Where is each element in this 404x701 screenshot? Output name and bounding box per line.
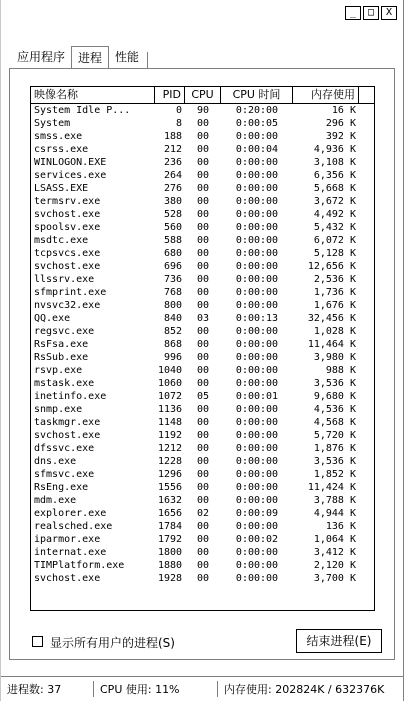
status-cpu-usage: CPU 使用: 11% bbox=[93, 681, 217, 697]
cell-cpu: 00 bbox=[196, 261, 210, 272]
table-row[interactable] bbox=[31, 156, 374, 169]
cell-pid: 1656 bbox=[158, 508, 183, 519]
cell-cpu: 00 bbox=[196, 274, 210, 285]
cell-cpu: 00 bbox=[196, 456, 210, 467]
table-row[interactable] bbox=[31, 390, 374, 403]
cell-image-name: QQ.exe bbox=[34, 313, 71, 324]
cell-cpu-time: 0:00:00 bbox=[235, 261, 279, 272]
cell-memory: 3,536 K bbox=[313, 456, 356, 467]
cell-image-name: taskmgr.exe bbox=[34, 417, 101, 428]
table-row[interactable] bbox=[31, 286, 374, 299]
cell-cpu: 00 bbox=[196, 560, 210, 571]
cell-cpu: 00 bbox=[196, 157, 210, 168]
cell-cpu: 00 bbox=[196, 235, 210, 246]
cell-cpu: 00 bbox=[196, 482, 210, 493]
cell-image-name: smss.exe bbox=[34, 131, 83, 142]
cell-memory: 2,120 K bbox=[313, 560, 356, 571]
cell-cpu: 00 bbox=[196, 170, 210, 181]
table-row[interactable] bbox=[31, 481, 374, 494]
table-row[interactable] bbox=[31, 416, 374, 429]
cell-cpu: 02 bbox=[196, 508, 210, 519]
column-header-image-name[interactable]: 映像名称 bbox=[31, 87, 155, 103]
cell-image-name: rsvp.exe bbox=[34, 365, 83, 376]
cell-cpu-time: 0:00:00 bbox=[235, 222, 279, 233]
cell-image-name: spoolsv.exe bbox=[34, 222, 101, 233]
table-row[interactable] bbox=[31, 494, 374, 507]
cell-pid: 528 bbox=[163, 209, 182, 220]
table-row[interactable] bbox=[31, 572, 374, 585]
table-row[interactable] bbox=[31, 143, 374, 156]
cell-pid: 1632 bbox=[158, 495, 183, 506]
cell-memory: 1,852 K bbox=[313, 469, 356, 480]
cell-image-name: TIMPlatform.exe bbox=[34, 560, 125, 571]
table-row[interactable] bbox=[31, 533, 374, 546]
cell-cpu: 00 bbox=[196, 118, 210, 129]
process-list[interactable] bbox=[30, 86, 375, 611]
cell-image-name: sfmprint.exe bbox=[34, 287, 107, 298]
table-row[interactable] bbox=[31, 117, 374, 130]
cell-memory: 4,492 K bbox=[313, 209, 356, 220]
cell-pid: 0 bbox=[175, 105, 182, 116]
cell-image-name: snmp.exe bbox=[34, 404, 83, 415]
table-row[interactable] bbox=[31, 338, 374, 351]
tab-performance[interactable]: 性能 bbox=[115, 50, 140, 64]
table-row[interactable] bbox=[31, 429, 374, 442]
table-row[interactable] bbox=[31, 208, 374, 221]
cell-cpu: 00 bbox=[196, 222, 210, 233]
cell-pid: 852 bbox=[163, 326, 182, 337]
cell-image-name: termsrv.exe bbox=[34, 196, 101, 207]
column-header-cpu[interactable]: CPU bbox=[185, 87, 221, 103]
cell-memory: 1,028 K bbox=[313, 326, 356, 337]
table-row[interactable] bbox=[31, 403, 374, 416]
cell-cpu-time: 0:00:00 bbox=[235, 196, 279, 207]
cell-cpu: 00 bbox=[196, 300, 210, 311]
cell-pid: 800 bbox=[163, 300, 182, 311]
cell-pid: 380 bbox=[163, 196, 182, 207]
cell-pid: 1800 bbox=[158, 547, 183, 558]
cell-image-name: explorer.exe bbox=[34, 508, 107, 519]
cell-memory: 16 K bbox=[331, 105, 356, 116]
cell-cpu-time: 0:00:00 bbox=[235, 157, 279, 168]
cell-memory: 4,536 K bbox=[313, 404, 356, 415]
cell-image-name: iparmor.exe bbox=[34, 534, 101, 545]
cell-memory: 5,668 K bbox=[313, 183, 356, 194]
cell-pid: 588 bbox=[163, 235, 182, 246]
show-all-users-label: 显示所有用户的进程(S) bbox=[50, 636, 175, 650]
cell-cpu-time: 0:20:00 bbox=[235, 105, 279, 116]
cell-image-name: svchost.exe bbox=[34, 261, 101, 272]
cell-cpu-time: 0:00:01 bbox=[235, 391, 279, 402]
tab-applications[interactable]: 应用程序 bbox=[17, 50, 66, 64]
cell-pid: 1148 bbox=[158, 417, 183, 428]
table-row[interactable] bbox=[31, 130, 374, 143]
cell-cpu: 00 bbox=[196, 378, 210, 389]
column-header-memory[interactable]: 内存使用 bbox=[293, 87, 359, 103]
cell-memory: 1,064 K bbox=[313, 534, 356, 545]
cell-memory: 3,536 K bbox=[313, 378, 356, 389]
cell-cpu: 90 bbox=[196, 105, 210, 116]
cell-cpu: 00 bbox=[196, 365, 210, 376]
table-row[interactable] bbox=[31, 273, 374, 286]
cell-pid: 840 bbox=[163, 313, 182, 324]
cell-memory: 2,536 K bbox=[313, 274, 356, 285]
cell-image-name: mdm.exe bbox=[34, 495, 77, 506]
table-row[interactable] bbox=[31, 468, 374, 481]
cell-pid: 1228 bbox=[158, 456, 183, 467]
cell-image-name: svchost.exe bbox=[34, 209, 101, 220]
table-row[interactable] bbox=[31, 520, 374, 533]
cell-cpu: 00 bbox=[196, 443, 210, 454]
cell-memory: 11,464 K bbox=[307, 339, 356, 350]
cell-cpu-time: 0:00:00 bbox=[235, 170, 279, 181]
status-memory-usage: 内存使用: 202824K / 632376K bbox=[217, 681, 390, 697]
cell-cpu: 00 bbox=[196, 352, 210, 363]
cell-image-name: WINLOGON.EXE bbox=[34, 157, 107, 168]
cell-cpu: 00 bbox=[196, 326, 210, 337]
cell-image-name: System bbox=[34, 118, 71, 129]
cell-memory: 12,656 K bbox=[307, 261, 356, 272]
cell-memory: 6,072 K bbox=[313, 235, 356, 246]
cell-cpu: 00 bbox=[196, 183, 210, 194]
cell-cpu-time: 0:00:00 bbox=[235, 183, 279, 194]
cell-cpu-time: 0:00:00 bbox=[235, 430, 279, 441]
cell-memory: 3,672 K bbox=[313, 196, 356, 207]
table-row[interactable] bbox=[31, 234, 374, 247]
tab-processes[interactable]: 进程 bbox=[71, 46, 109, 69]
cell-cpu: 00 bbox=[196, 573, 210, 584]
end-process-button[interactable]: 结束进程(E) bbox=[296, 629, 382, 653]
cell-cpu-time: 0:00:00 bbox=[235, 482, 279, 493]
table-row[interactable] bbox=[31, 260, 374, 273]
cell-cpu-time: 0:00:00 bbox=[235, 547, 279, 558]
tab-bar bbox=[11, 46, 150, 68]
cell-memory: 4,944 K bbox=[313, 508, 356, 519]
table-row[interactable] bbox=[31, 351, 374, 364]
cell-cpu: 00 bbox=[196, 209, 210, 220]
cell-image-name: msdtc.exe bbox=[34, 235, 89, 246]
cell-cpu: 00 bbox=[196, 287, 210, 298]
cell-pid: 1556 bbox=[158, 482, 183, 493]
cell-cpu-time: 0:00:09 bbox=[235, 508, 279, 519]
cell-cpu-time: 0:00:00 bbox=[235, 404, 279, 415]
cell-cpu: 00 bbox=[196, 404, 210, 415]
cell-image-name: LSASS.EXE bbox=[34, 183, 89, 194]
cell-cpu: 00 bbox=[196, 144, 210, 155]
cell-cpu: 05 bbox=[196, 391, 210, 402]
cell-cpu: 00 bbox=[196, 196, 210, 207]
cell-pid: 696 bbox=[163, 261, 182, 272]
cell-image-name: RsEng.exe bbox=[34, 482, 89, 493]
cell-memory: 1,876 K bbox=[313, 443, 356, 454]
table-row[interactable] bbox=[31, 104, 374, 117]
cell-image-name: regsvc.exe bbox=[34, 326, 95, 337]
cell-pid: 1192 bbox=[158, 430, 183, 441]
table-row[interactable] bbox=[31, 195, 374, 208]
cell-cpu-time: 0:00:00 bbox=[235, 495, 279, 506]
cell-cpu-time: 0:00:04 bbox=[235, 144, 279, 155]
table-row[interactable] bbox=[31, 507, 374, 520]
cell-image-name: csrss.exe bbox=[34, 144, 89, 155]
cell-pid: 1296 bbox=[158, 469, 183, 480]
cell-cpu-time: 0:00:13 bbox=[235, 313, 279, 324]
cell-pid: 680 bbox=[163, 248, 182, 259]
cell-cpu-time: 0:00:00 bbox=[235, 339, 279, 350]
cell-pid: 868 bbox=[163, 339, 182, 350]
cell-cpu-time: 0:00:00 bbox=[235, 456, 279, 467]
cell-cpu-time: 0:00:00 bbox=[235, 326, 279, 337]
cell-cpu-time: 0:00:00 bbox=[235, 274, 279, 285]
table-row[interactable] bbox=[31, 559, 374, 572]
cell-cpu-time: 0:00:00 bbox=[235, 417, 279, 428]
cell-cpu: 00 bbox=[196, 430, 210, 441]
cell-pid: 1792 bbox=[158, 534, 183, 545]
cell-memory: 5,720 K bbox=[313, 430, 356, 441]
list-header bbox=[31, 87, 374, 104]
table-row[interactable] bbox=[31, 325, 374, 338]
cell-image-name: internat.exe bbox=[34, 547, 107, 558]
cell-image-name: RsFsa.exe bbox=[34, 339, 89, 350]
cell-memory: 3,412 K bbox=[313, 547, 356, 558]
cell-memory: 3,788 K bbox=[313, 495, 356, 506]
cell-memory: 11,424 K bbox=[307, 482, 356, 493]
cell-pid: 1928 bbox=[158, 573, 183, 584]
cell-memory: 4,568 K bbox=[313, 417, 356, 428]
cell-image-name: services.exe bbox=[34, 170, 107, 181]
cell-memory: 9,680 K bbox=[313, 391, 356, 402]
cell-cpu-time: 0:00:00 bbox=[235, 560, 279, 571]
status-process-count: 进程数: 37 bbox=[7, 683, 62, 696]
maximize-icon[interactable]: □ bbox=[363, 6, 379, 20]
cell-cpu-time: 0:00:00 bbox=[235, 248, 279, 259]
cell-image-name: svchost.exe bbox=[34, 573, 101, 584]
cell-image-name: svchost.exe bbox=[34, 430, 101, 441]
column-header-pid[interactable]: PID bbox=[155, 87, 185, 103]
cell-image-name: RsSub.exe bbox=[34, 352, 89, 363]
cell-image-name: mstask.exe bbox=[34, 378, 95, 389]
cell-cpu: 00 bbox=[196, 417, 210, 428]
cell-memory: 1,676 K bbox=[313, 300, 356, 311]
status-bar bbox=[1, 676, 404, 701]
cell-memory: 296 K bbox=[325, 118, 356, 129]
cell-memory: 392 K bbox=[325, 131, 356, 142]
cell-cpu-time: 0:00:00 bbox=[235, 209, 279, 220]
cell-pid: 1040 bbox=[158, 365, 183, 376]
cell-image-name: dns.exe bbox=[34, 456, 77, 467]
cell-memory: 5,432 K bbox=[313, 222, 356, 233]
cell-cpu-time: 0:00:00 bbox=[235, 287, 279, 298]
cell-image-name: realsched.exe bbox=[34, 521, 113, 532]
table-row[interactable] bbox=[31, 455, 374, 468]
cell-cpu-time: 0:00:00 bbox=[235, 443, 279, 454]
cell-pid: 1212 bbox=[158, 443, 183, 454]
cell-memory: 988 K bbox=[325, 365, 356, 376]
cell-cpu-time: 0:00:02 bbox=[235, 534, 279, 545]
cell-cpu-time: 0:00:00 bbox=[235, 235, 279, 246]
window-controls bbox=[345, 6, 397, 20]
cell-pid: 1072 bbox=[158, 391, 183, 402]
cell-pid: 1136 bbox=[158, 404, 183, 415]
cell-pid: 996 bbox=[163, 352, 182, 363]
cell-cpu-time: 0:00:00 bbox=[235, 365, 279, 376]
cell-pid: 736 bbox=[163, 274, 182, 285]
cell-memory: 6,356 K bbox=[313, 170, 356, 181]
minimize-icon[interactable]: _ bbox=[345, 6, 361, 20]
cell-pid: 8 bbox=[175, 118, 182, 129]
cell-cpu-time: 0:00:00 bbox=[235, 521, 279, 532]
table-row[interactable] bbox=[31, 169, 374, 182]
table-row[interactable] bbox=[31, 247, 374, 260]
cell-cpu: 00 bbox=[196, 495, 210, 506]
table-row[interactable] bbox=[31, 299, 374, 312]
cell-cpu: 00 bbox=[196, 547, 210, 558]
cell-pid: 276 bbox=[163, 183, 182, 194]
cell-cpu: 00 bbox=[196, 248, 210, 259]
column-header-cpu-time[interactable]: CPU 时间 bbox=[221, 87, 293, 103]
cell-memory: 3,700 K bbox=[313, 573, 356, 584]
cell-pid: 1880 bbox=[158, 560, 183, 571]
cell-image-name: System Idle P... bbox=[34, 105, 131, 116]
cell-memory: 5,128 K bbox=[313, 248, 356, 259]
cell-cpu-time: 0:00:00 bbox=[235, 300, 279, 311]
cell-cpu: 00 bbox=[196, 339, 210, 350]
cell-memory: 4,936 K bbox=[313, 144, 356, 155]
cell-cpu: 03 bbox=[196, 313, 210, 324]
tab-divider bbox=[147, 52, 148, 68]
cell-cpu: 00 bbox=[196, 469, 210, 480]
cell-memory: 136 K bbox=[325, 521, 356, 532]
cell-cpu-time: 0:00:00 bbox=[235, 378, 279, 389]
processes-panel bbox=[9, 68, 395, 660]
cell-pid: 264 bbox=[163, 170, 182, 181]
cell-pid: 1060 bbox=[158, 378, 183, 389]
cell-pid: 236 bbox=[163, 157, 182, 168]
table-row[interactable] bbox=[31, 377, 374, 390]
cell-pid: 768 bbox=[163, 287, 182, 298]
table-row[interactable] bbox=[31, 221, 374, 234]
cell-cpu-time: 0:00:00 bbox=[235, 352, 279, 363]
cell-image-name: dfssvc.exe bbox=[34, 443, 95, 454]
cell-cpu: 00 bbox=[196, 131, 210, 142]
cell-pid: 212 bbox=[163, 144, 182, 155]
cell-memory: 3,108 K bbox=[313, 157, 356, 168]
cell-pid: 188 bbox=[163, 131, 182, 142]
table-row[interactable] bbox=[31, 442, 374, 455]
cell-cpu-time: 0:00:05 bbox=[235, 118, 279, 129]
cell-memory: 32,456 K bbox=[307, 313, 356, 324]
cell-cpu: 00 bbox=[196, 534, 210, 545]
table-row[interactable] bbox=[31, 182, 374, 195]
table-row[interactable] bbox=[31, 364, 374, 377]
show-all-users-checkbox[interactable] bbox=[32, 636, 43, 647]
close-icon[interactable]: X bbox=[381, 6, 397, 20]
cell-memory: 1,736 K bbox=[313, 287, 356, 298]
table-row[interactable] bbox=[31, 312, 374, 325]
cell-image-name: sfmsvc.exe bbox=[34, 469, 95, 480]
cell-image-name: inetinfo.exe bbox=[34, 391, 107, 402]
cell-pid: 1784 bbox=[158, 521, 183, 532]
process-rows bbox=[31, 104, 374, 585]
cell-memory: 3,980 K bbox=[313, 352, 356, 363]
cell-pid: 560 bbox=[163, 222, 182, 233]
cell-image-name: tcpsvcs.exe bbox=[34, 248, 101, 259]
cell-cpu-time: 0:00:00 bbox=[235, 573, 279, 584]
cell-cpu-time: 0:00:00 bbox=[235, 469, 279, 480]
cell-cpu-time: 0:00:00 bbox=[235, 131, 279, 142]
table-row[interactable] bbox=[31, 546, 374, 559]
cell-cpu: 00 bbox=[196, 521, 210, 532]
cell-image-name: llssrv.exe bbox=[34, 274, 95, 285]
cell-image-name: nvsvc32.exe bbox=[34, 300, 101, 311]
